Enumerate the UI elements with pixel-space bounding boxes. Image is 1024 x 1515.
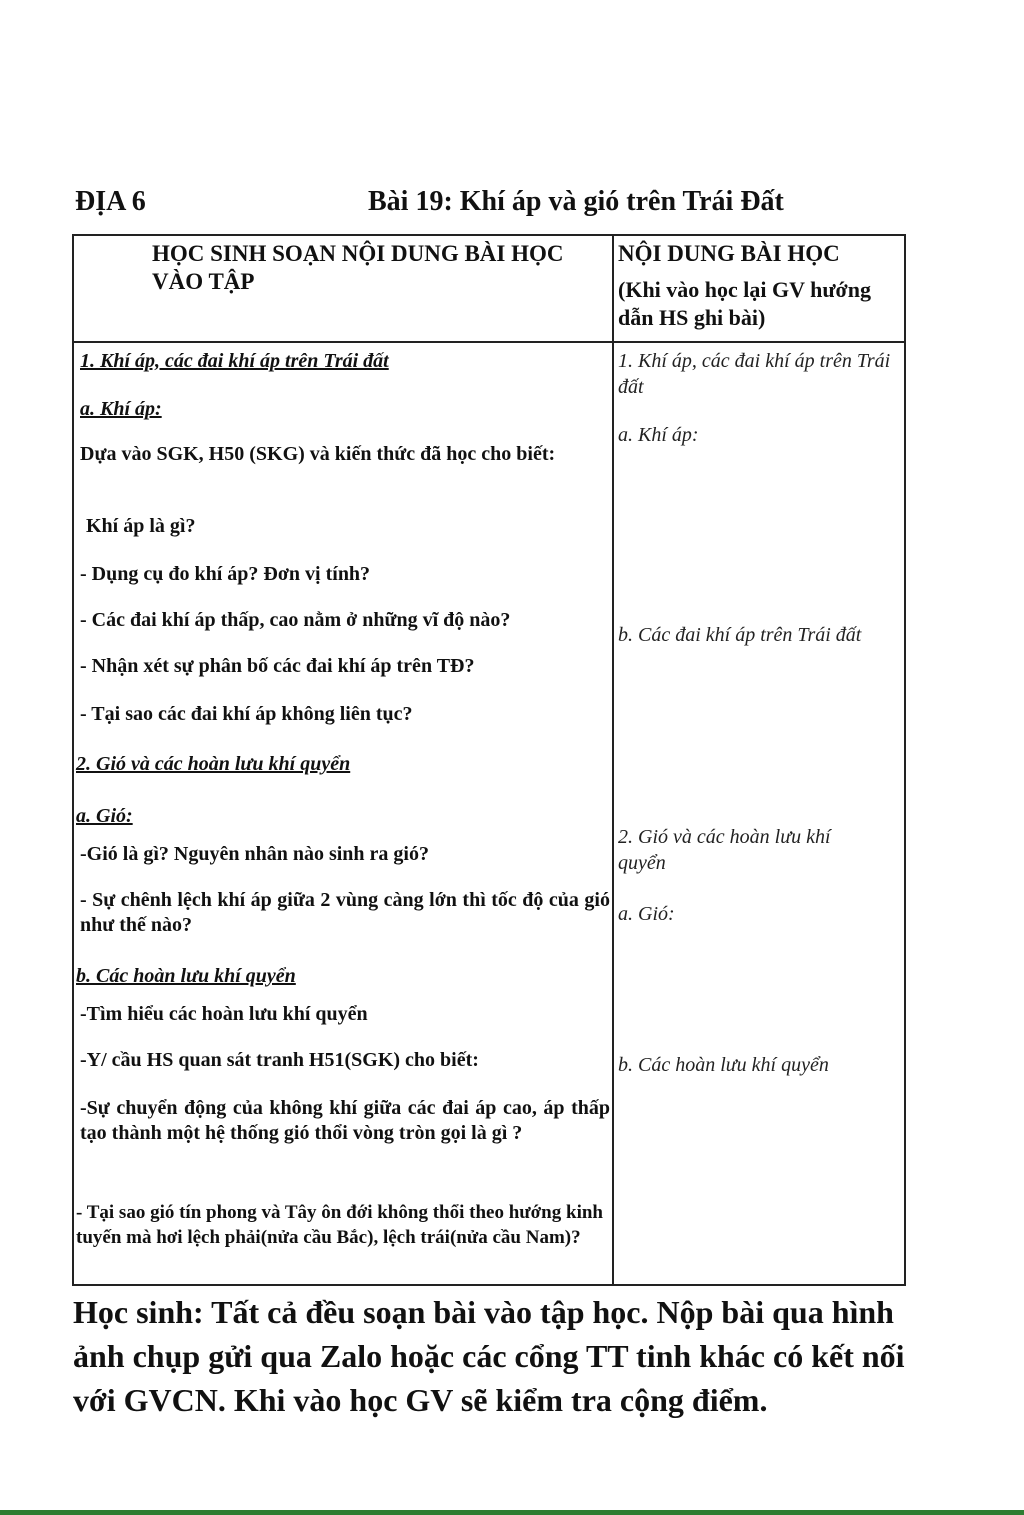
subject-label: ĐỊA 6 — [75, 186, 146, 217]
section-2-title: 2. Gió và các hoàn lưu khí quyển — [76, 753, 351, 775]
question-instrument: - Dụng cụ đo khí áp? Đơn vị tính? — [80, 563, 371, 585]
question-what-is-wind: -Gió là gì? Nguyên nhân nào sinh ra gió? — [80, 843, 429, 865]
question-wind-system: -Sự chuyển động của không khí giữa các đai áp cao, áp thấp tạo thành một hệ thống gió thổi vòng tròn gọi là gì ? — [80, 1097, 610, 1144]
section-1-title: 1. Khí áp, các đai khí áp trên Trái đất — [80, 350, 389, 372]
header-divider — [74, 341, 904, 343]
question-circulation: -Tìm hiểu các hoàn lưu khí quyển — [80, 1003, 368, 1025]
question-what-is-pressure: Khí áp là gì? — [86, 515, 196, 537]
right-section-1b: b. Các đai khí áp trên Trái đất — [618, 624, 862, 646]
bottom-bar — [0, 1510, 1024, 1515]
right-section-2: 2. Gió và các hoàn lưu khí quyển — [618, 826, 831, 874]
lesson-title: Bài 19: Khí áp và gió trên Trái Đất — [368, 186, 784, 217]
section-2b-title: b. Các hoàn lưu khí quyển — [76, 965, 296, 987]
question-distribution: - Nhận xét sự phân bố các đai khí áp trên TĐ? — [80, 655, 475, 677]
lesson-table — [72, 234, 906, 1286]
question-intro: Dựa vào SGK, H50 (SKG) và kiến thức đã học cho biết: — [80, 443, 556, 465]
right-column-note: (Khi vào học lại GV hướng dẫn HS ghi bài) — [618, 277, 871, 330]
right-section-2b: b. Các hoàn lưu khí quyển — [618, 1054, 829, 1076]
right-section-2a: a. Gió: — [618, 903, 675, 925]
right-column-header: NỘI DUNG BÀI HỌC — [618, 241, 840, 266]
right-section-1: 1. Khí áp, các đai khí áp trên Trái đất — [618, 350, 891, 398]
column-divider — [612, 236, 614, 1284]
left-column-header: HỌC SINH SOẠN NỘI DUNG BÀI HỌC VÀO TẬP — [152, 241, 564, 294]
right-section-1a: a. Khí áp: — [618, 424, 699, 446]
question-wind-speed: - Sự chênh lệch khí áp giữa 2 vùng càng lớn thì tốc độ của gió như thế nào? — [80, 889, 610, 936]
question-deflection: - Tại sao gió tín phong và Tây ôn đới không thổi theo hướng kinh tuyến mà hơi lệch phải(nửa cầu Bắc), lệch trái(nửa cầu Nam)? — [76, 1202, 603, 1248]
student-instructions: Học sinh: Tất cả đều soạn bài vào tập học. Nộp bài qua hình ảnh chụp gửi qua Zalo hoặc các cổng TT tinh khác có kết nối với GVCN. Khi vào học GV sẽ kiểm tra cộng điểm. — [73, 1294, 905, 1418]
section-2a-title: a. Gió: — [76, 805, 133, 827]
question-discontinuous: - Tại sao các đai khí áp không liên tục? — [80, 703, 413, 725]
question-observe-picture: -Y/ cầu HS quan sát tranh H51(SGK) cho biết: — [80, 1049, 479, 1071]
question-latitudes: - Các đai khí áp thấp, cao nằm ở những vĩ độ nào? — [80, 609, 511, 631]
section-1a-title: a. Khí áp: — [80, 398, 162, 420]
